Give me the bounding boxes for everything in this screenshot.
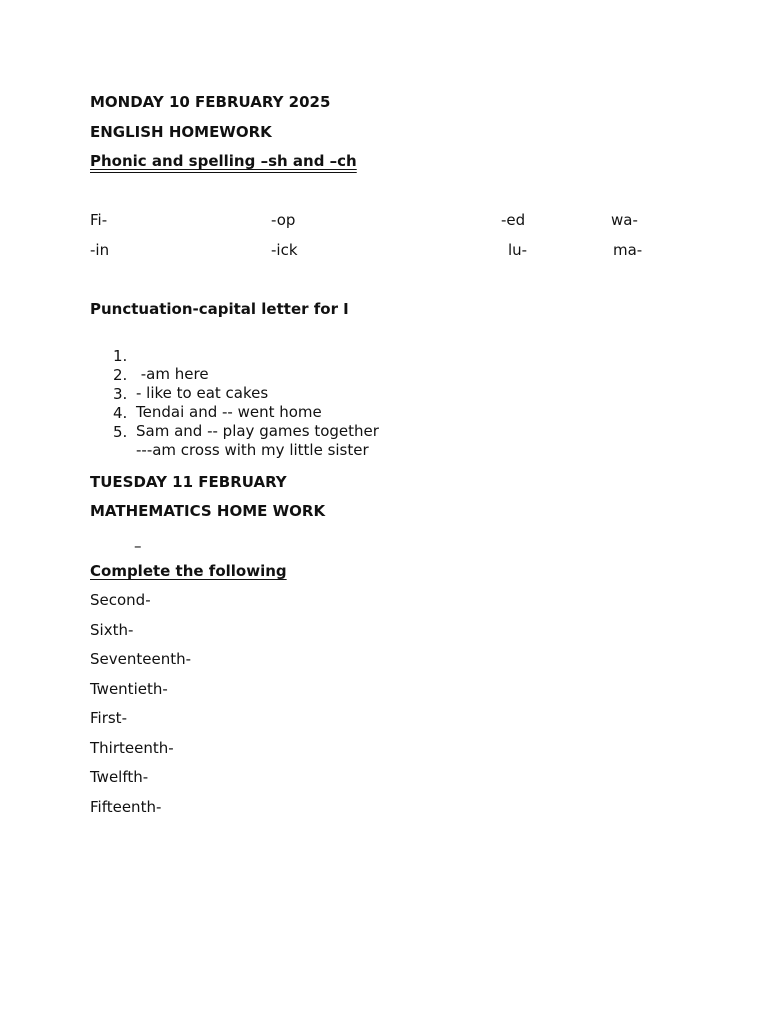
phonics-cell: wa- (611, 211, 638, 229)
list-text: ---am cross with my little sister (136, 441, 369, 459)
ordinal-item: Twentieth- (90, 680, 168, 698)
ordinal-item: Seventeenth- (90, 650, 192, 668)
english-homework-heading: ENGLISH HOMEWORK (90, 123, 272, 141)
phonics-cell: -in (90, 241, 110, 259)
monday-date-heading: MONDAY 10 FEBRUARY 2025 (90, 93, 331, 111)
maths-homework-heading: MATHEMATICS HOME WORK (90, 502, 326, 520)
list-number: 1. (113, 347, 128, 365)
list-number: 3. (113, 385, 128, 403)
ordinal-item: Thirteenth- (90, 739, 174, 757)
phonics-cell: -ick (271, 241, 298, 259)
phonics-cell: -op (271, 211, 296, 229)
punctuation-title: Punctuation-capital letter for I (90, 300, 349, 318)
list-number: 5. (113, 423, 128, 441)
list-item (0, 405, 768, 477)
phonics-title: Phonic and spelling –sh and –ch (90, 152, 357, 170)
list-text: - like to eat cakes (136, 384, 269, 402)
tuesday-date-heading: TUESDAY 11 FEBRUARY (90, 473, 287, 491)
phonics-cell: Fi- (90, 211, 108, 229)
complete-following-title: Complete the following (90, 562, 287, 580)
list-text: -am here (136, 365, 209, 383)
list-number: 2. (113, 366, 128, 384)
ordinal-item: Second- (90, 591, 151, 609)
ordinal-item: Fifteenth- (90, 798, 162, 816)
phonics-cell: ma- (613, 241, 643, 259)
stray-dash: – (134, 537, 142, 555)
list-number: 4. (113, 404, 128, 422)
phonics-cell: lu- (508, 241, 528, 259)
list-text: Sam and -- play games together (136, 422, 379, 440)
ordinal-item: First- (90, 709, 127, 727)
ordinal-item: Twelfth- (90, 768, 149, 786)
phonics-cell: -ed (501, 211, 526, 229)
list-text: Tendai and -- went home (136, 403, 322, 421)
ordinal-item: Sixth- (90, 621, 134, 639)
